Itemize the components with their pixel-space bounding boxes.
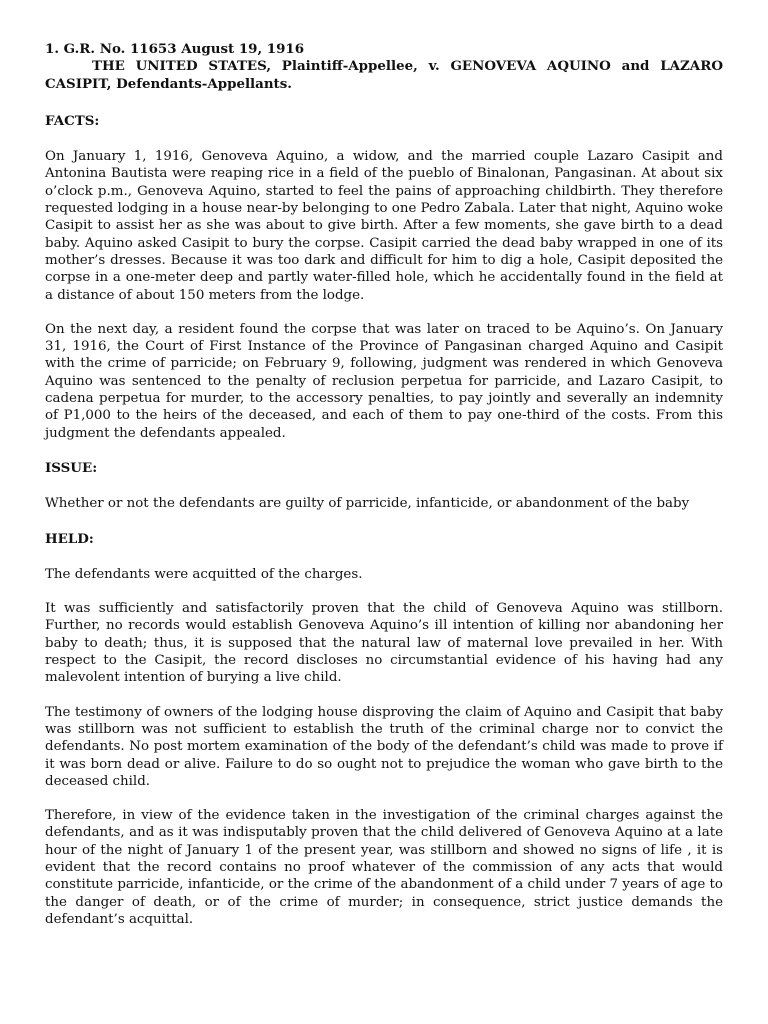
held-paragraph: It was sufficiently and satisfactorily proven that the child of Genoveva Aquino was stillborn. Further, no records would establish Genoveva Aquino’s ill intention of killing nor abandoning her baby to death; thus, it is supposed that the natural law of maternal love prevailed in her. With respect to the Casipit, the record discloses no circumstantial evidence of his having had any malevolent intention of burying a live child. xyxy=(45,601,723,686)
held-heading: HELD: xyxy=(45,530,94,547)
case-number-line: 1. G.R. No. 11653 August 19, 1916 xyxy=(45,41,305,57)
held-paragraph: The testimony of owners of the lodging house disproving the claim of Aquino and Casipit that baby was stillborn was not sufficient to establish the truth of the criminal charge nor to convict the defendants. No post mortem examination of the body of the defendant’s child was made to prove if it was born dead or alive. Failure to do so ought not to prejudice the woman who gave birth to the deceased child. xyxy=(45,704,723,789)
case-parties: THE UNITED STATES, Plaintiff-Appellee, v. GENOVEVA AQUINO and LAZARO CASIPIT, Defendants-Appellants. xyxy=(45,58,723,92)
case-digest-document xyxy=(45,41,723,945)
held-paragraph: Therefore, in view of the evidence taken in the investigation of the criminal charges against the defendants, and as it was indisputably proven that the child delivered of Genoveva Aquino at a late hour of the night of January 1 of the present year, was stillborn and showed no signs of life , it is evident that the record contains no proof whatever of the commission of any acts that would constitute parricide, infanticide, or the crime of the abandonment of a child under 7 years of age to the danger of death, or of the crime of murder; in consequence, strict justice demands the defendant’s acquittal. xyxy=(45,808,723,927)
issue-paragraph: Whether or not the defendants are guilty of parricide, infanticide, or abandonment of the baby xyxy=(45,496,690,512)
issue-heading: ISSUE: xyxy=(45,459,98,476)
facts-heading: FACTS: xyxy=(45,112,100,129)
facts-paragraph: On the next day, a resident found the corpse that was later on traced to be Aquino’s. On January 31, 1916, the Court of First Instance of the Province of Pangasinan charged Aquino and Casipit with the crime of parricide; on February 9, following, judgment was rendered in which Genoveva Aquino was sentenced to the penalty of reclusion perpetua for parricide, and Lazaro Casipit, to cadena perpetua for murder, to the accessory penalties, to pay jointly and severally an indemnity of P1,000 to the heirs of the deceased, and each of them to pay one-third of the costs. From this judgment the defendants appealed. xyxy=(45,321,723,441)
held-paragraph: The defendants were acquitted of the charges. xyxy=(45,566,363,582)
facts-paragraph: On January 1, 1916, Genoveva Aquino, a widow, and the married couple Lazaro Casipit and Antonina Bautista were reaping rice in a field of the pueblo of Binalonan, Pangasinan. At about six o’clock p.m., Genoveva Aquino, started to feel the pains of approaching childbirth. They therefore requested lodging in a house near-by belonging to one Pedro Zabala. Later that night, Aquino woke Casipit to assist her as she was about to give birth. After a few moments, she gave birth to a dead baby. Aquino asked Casipit to bury the corpse. Casipit carried the dead baby wrapped in one of its mother’s dresses. Because it was too dark and difficult for him to dig a hole, Casipit deposited the corpse in a one-meter deep and partly water-filled hole, which he accidentally found in the field at a distance of about 150 meters from the lodge. xyxy=(45,149,723,303)
